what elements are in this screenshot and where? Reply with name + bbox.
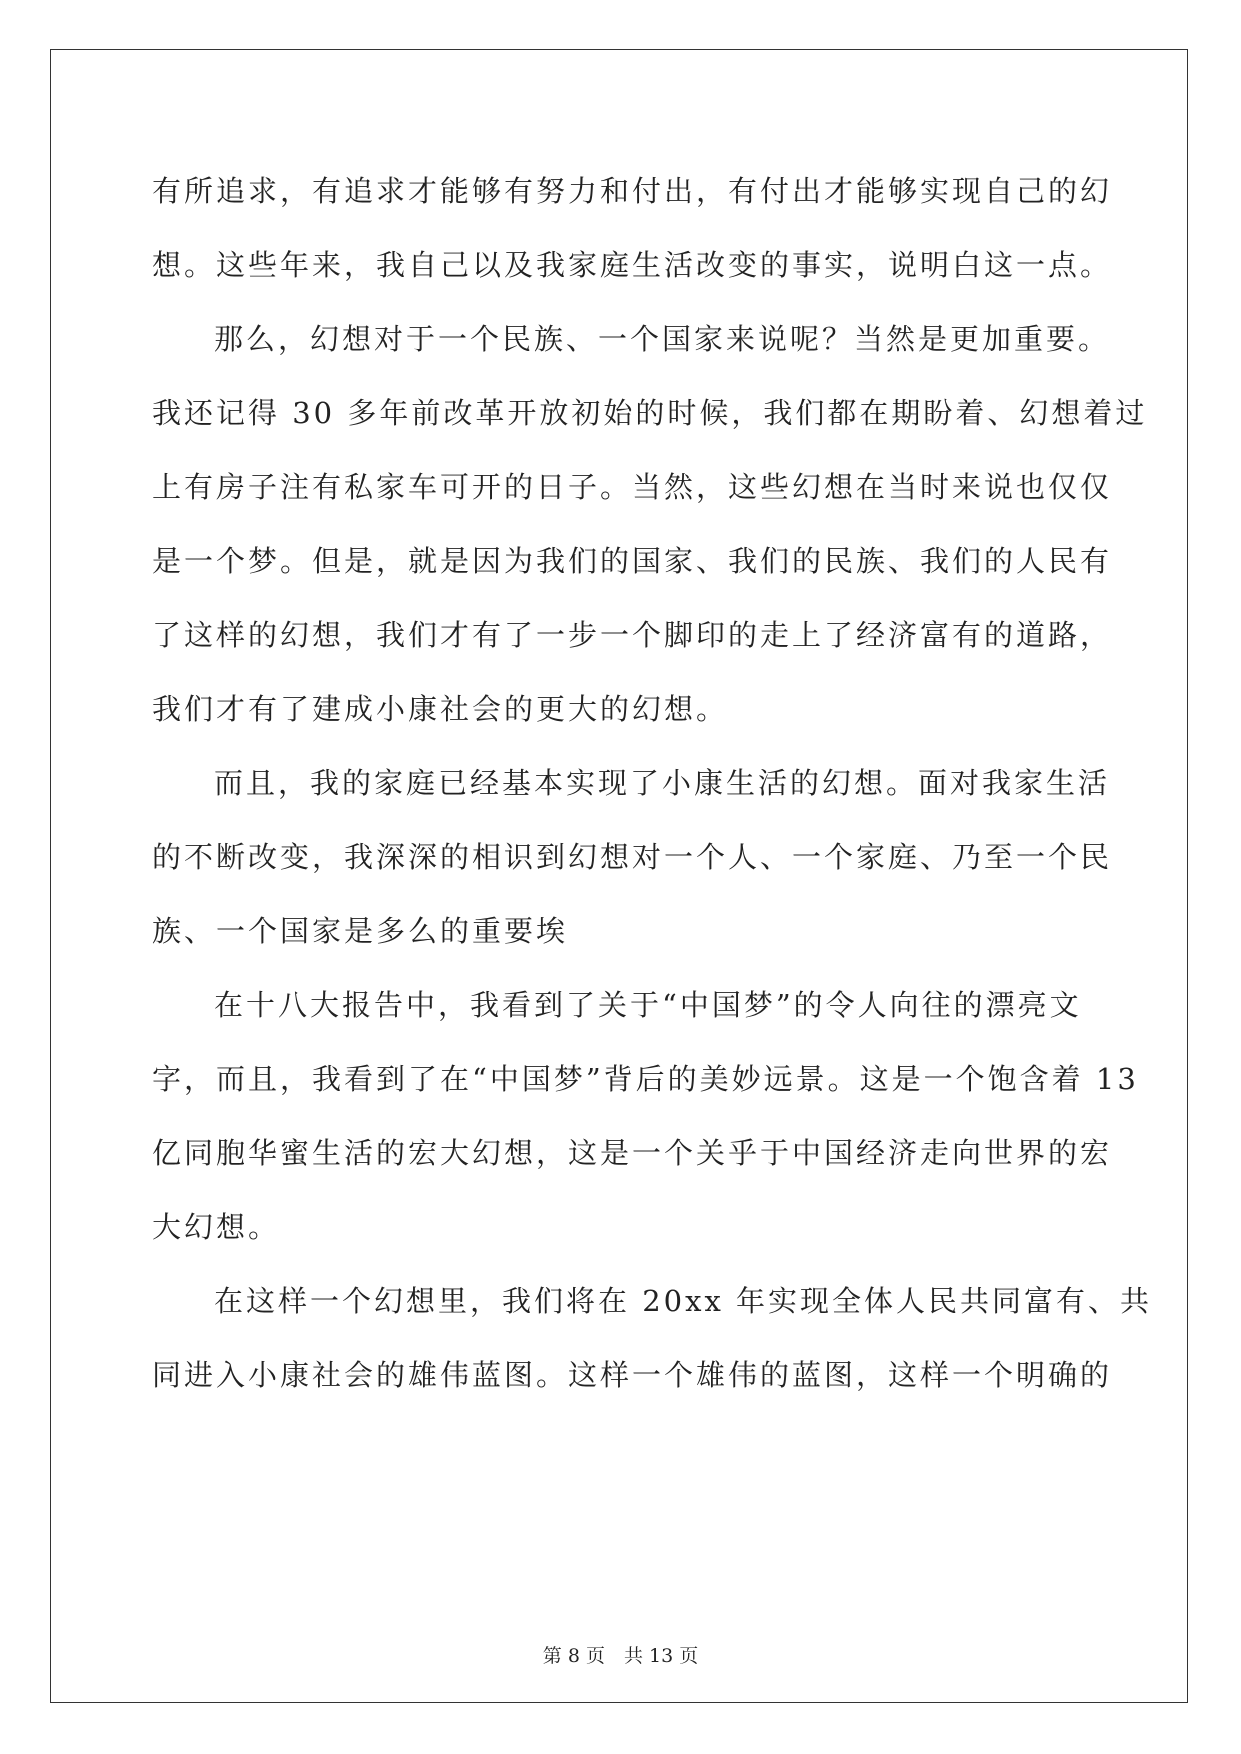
- text-line-12: 在十八大报告中，我看到了关于“中国梦”的令人向往的漂亮文: [214, 988, 1082, 1022]
- text-line-17: 同进入小康社会的雄伟蓝图。这样一个雄伟的蓝图，这样一个明确的: [152, 1358, 1113, 1392]
- text-line-4: 我还记得 30 多年前改革开放初始的时候，我们都在期盼着、幻想着过: [152, 396, 1148, 430]
- text-line-5: 上有房子注有私家车可开的日子。当然，这些幻想在当时来说也仅仅: [152, 470, 1113, 504]
- text-line-2: 想。这些年来，我自己以及我家庭生活改变的事实，说明白这一点。: [152, 248, 1113, 282]
- text-line-6: 是一个梦。但是，就是因为我们的国家、我们的民族、我们的人民有: [152, 544, 1113, 578]
- text-line-11: 族、一个国家是多么的重要埃: [152, 914, 569, 948]
- text-line-3: 那么，幻想对于一个民族、一个国家来说呢？当然是更加重要。: [214, 322, 1111, 356]
- text-line-13: 字，而且，我看到了在“中国梦”背后的美妙远景。这是一个饱含着 13: [152, 1062, 1139, 1096]
- text-line-16: 在这样一个幻想里，我们将在 20xx 年实现全体人民共同富有、共: [214, 1284, 1153, 1318]
- text-line-1: 有所追求，有追求才能够有努力和付出，有付出才能够实现自己的幻: [152, 174, 1113, 208]
- text-line-14: 亿同胞华蜜生活的宏大幻想，这是一个关乎于中国经济走向世界的宏: [152, 1136, 1113, 1170]
- text-line-7: 了这样的幻想，我们才有了一步一个脚印的走上了经济富有的道路，: [152, 618, 1113, 652]
- page-number-footer: 第 8 页 共 13 页: [542, 1645, 699, 1667]
- text-line-10: 的不断改变，我深深的相识到幻想对一个人、一个家庭、乃至一个民: [152, 840, 1113, 874]
- text-line-8: 我们才有了建成小康社会的更大的幻想。: [152, 692, 729, 726]
- text-line-9: 而且，我的家庭已经基本实现了小康生活的幻想。面对我家生活: [214, 766, 1111, 800]
- text-line-15: 大幻想。: [152, 1210, 281, 1244]
